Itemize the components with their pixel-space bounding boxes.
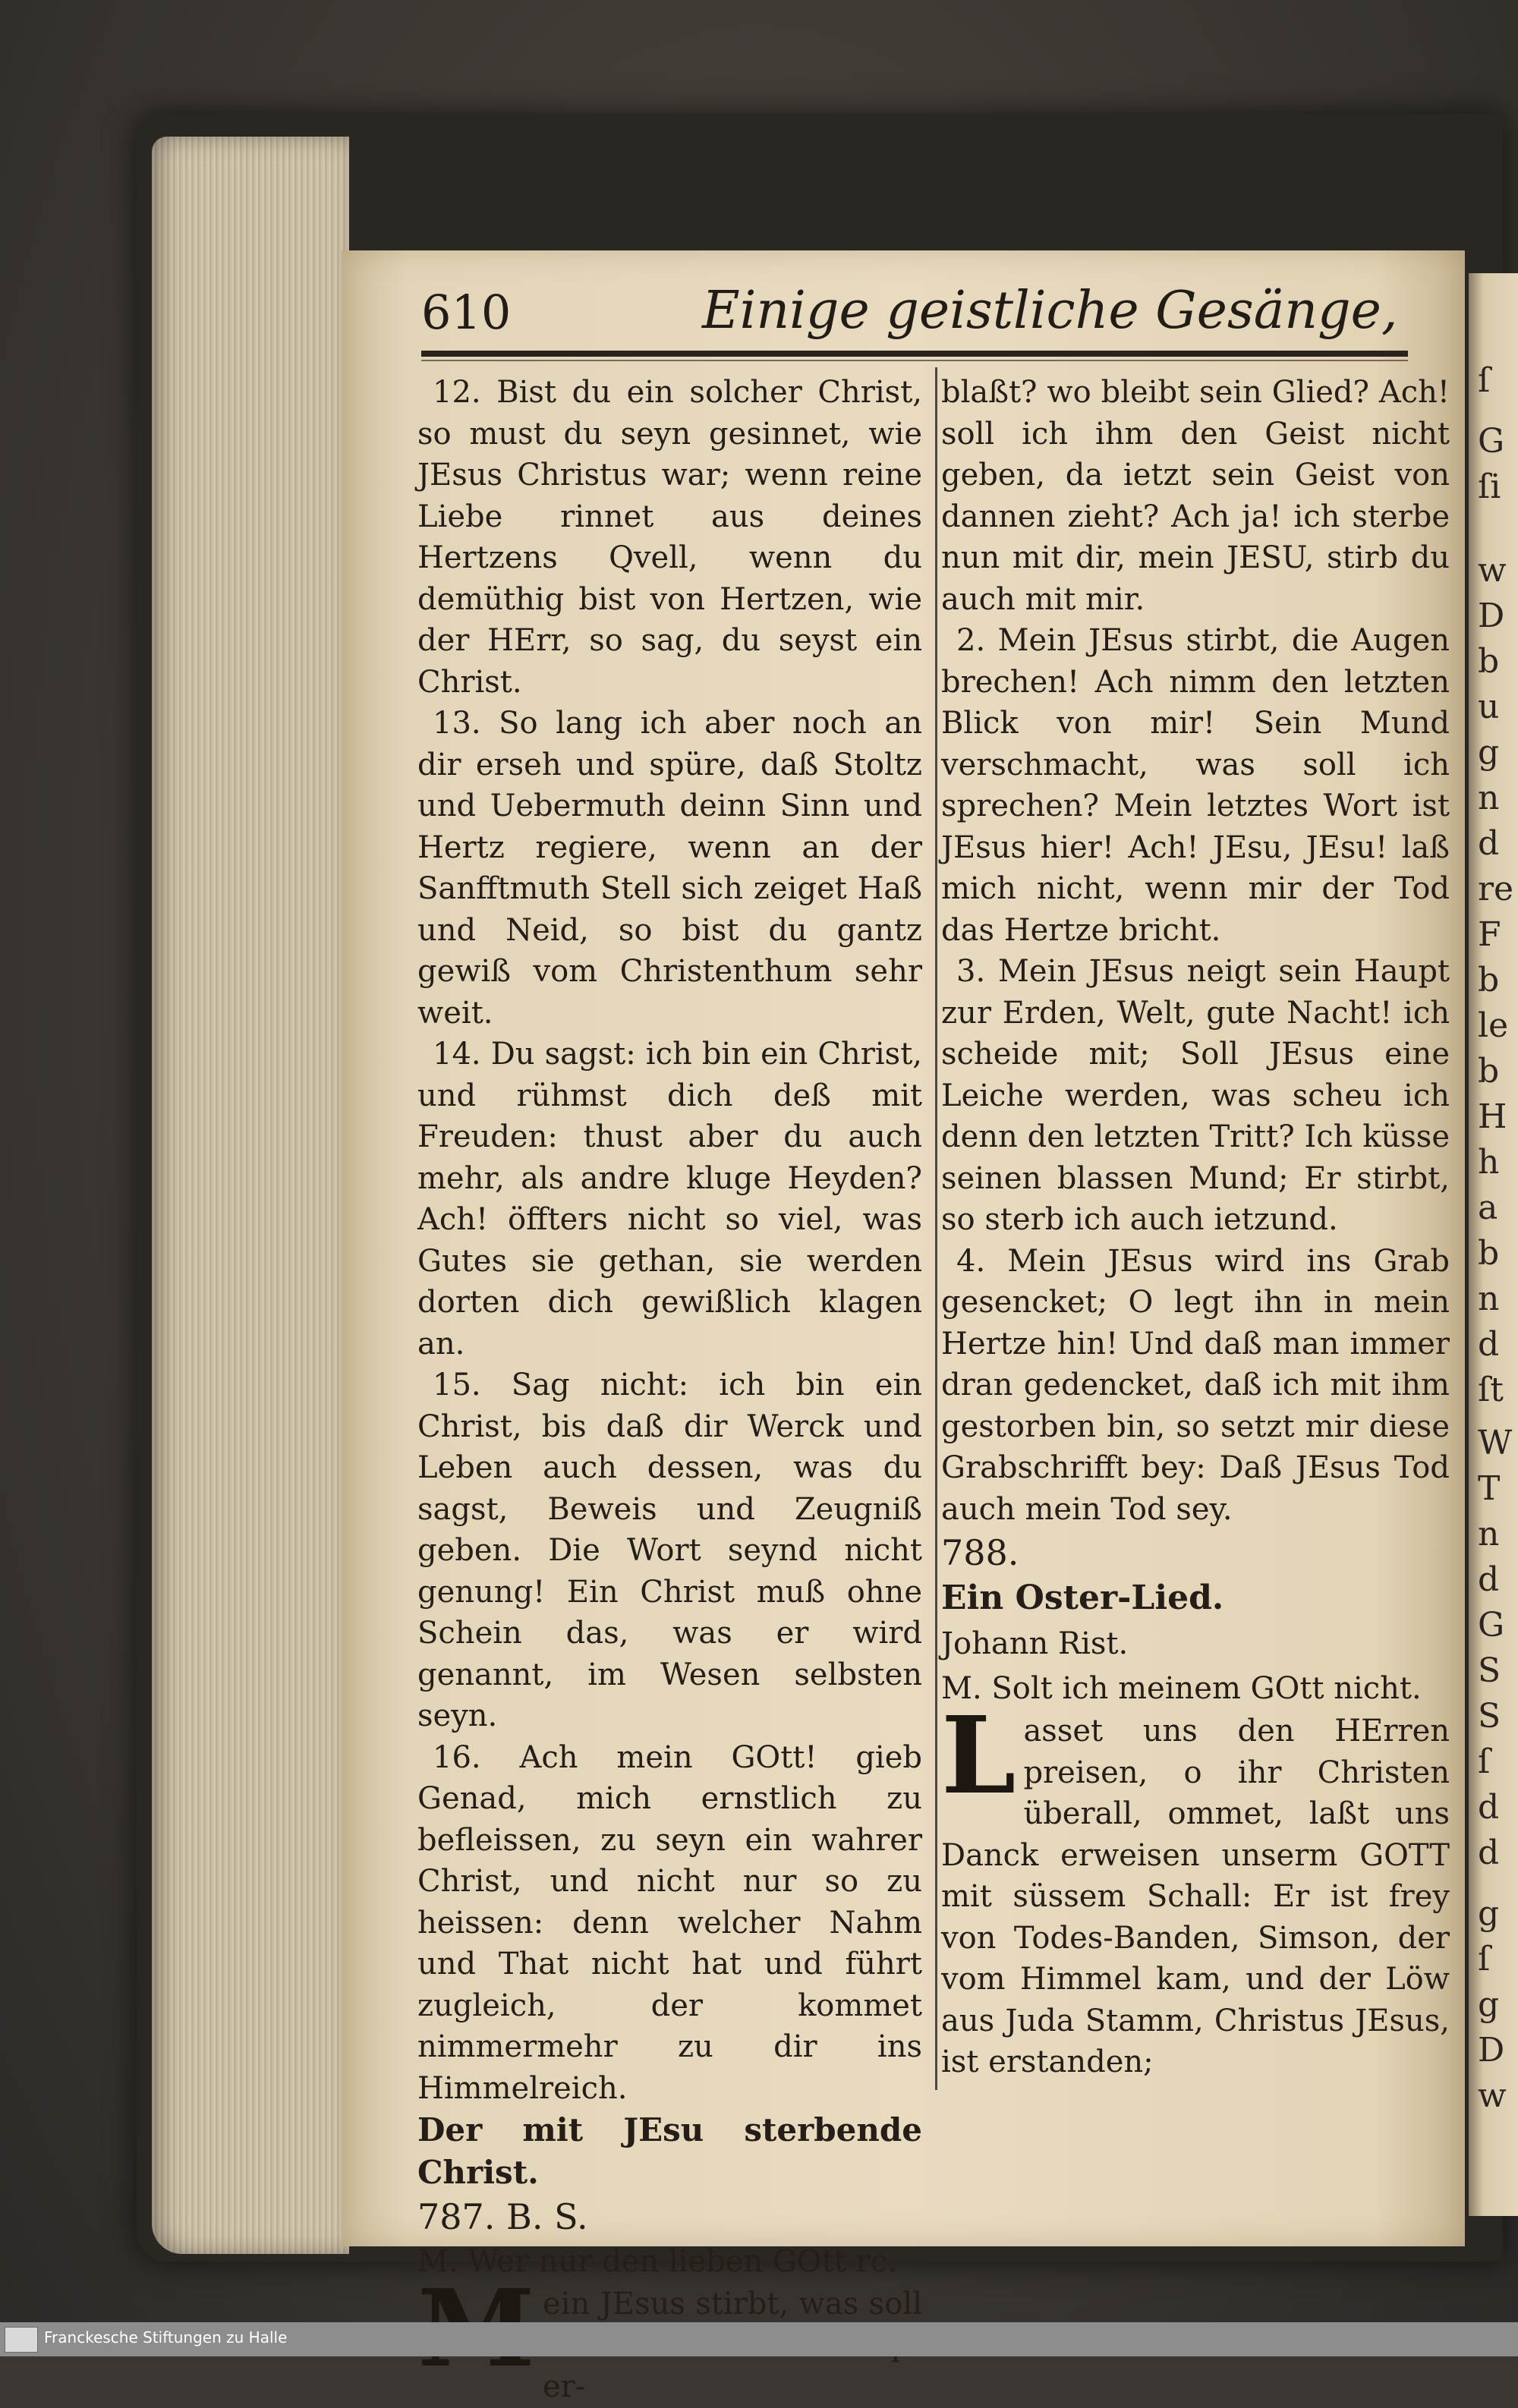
verse-16: 16. Ach mein GOtt! gieb Genad, mich ernstlich zu befleissen, zu seyn ein wahrer Christ, und nicht nur so zu heissen: denn welcher Nahm und That nicht hat und führt zugleich, der kommet nimmermehr zu dir ins Himmelreich. xyxy=(417,1739,922,2106)
facing-page-fragment: G xyxy=(1478,422,1505,461)
page-edges xyxy=(152,137,349,2254)
facing-page-fragment: g xyxy=(1478,1894,1500,1933)
facing-page-fragment: g xyxy=(1478,733,1500,772)
facing-page-fragment: h xyxy=(1478,1143,1500,1182)
running-head: Einige geistliche Gesänge, xyxy=(702,281,1398,341)
facing-page-fragment: b xyxy=(1478,1052,1500,1091)
facing-page-fragment: n xyxy=(1478,1280,1500,1318)
verse-13: 13. So lang ich aber noch an dir erseh und spüre, daß Stoltz und Uebermuth deinn Sinn und Hertz regiere, wenn an der Sanfftmuth Stell sich zeiget Haß und Neid, so bist du gantz gewiß vom Christenthum sehr weit. xyxy=(417,706,922,1031)
facing-page-fragment: b xyxy=(1478,961,1500,999)
left-column xyxy=(417,372,922,2408)
facing-page-fragment: d xyxy=(1478,824,1500,863)
drop-cap: L xyxy=(941,1694,1016,1818)
facing-page-fragment: g xyxy=(1478,1985,1500,2024)
facing-page-fragment: ſt xyxy=(1478,1371,1504,1409)
facing-page-fragment: S xyxy=(1478,1651,1501,1690)
adjacent-page xyxy=(1469,273,1518,2216)
facing-page-fragment: G xyxy=(1478,1606,1505,1645)
facing-page-fragment: a xyxy=(1478,1188,1498,1227)
melody-line: M. Solt ich meinem GOtt nicht. xyxy=(941,1671,1422,1706)
header-rule xyxy=(421,351,1408,357)
facing-page-fragment: F xyxy=(1478,915,1501,954)
facing-page-fragment: d xyxy=(1478,1560,1500,1599)
verse-4: 4. Mein JEsus wird ins Grab gesencket; O legt ihn in mein Hertze hin! Und daß man immer dran gedencket, daß ich mit ihm gestorben bin, so setzt mir diese Grabschrifft bey: Daß JEsus Tod auch mein Tod sey. xyxy=(941,1243,1450,1527)
page-number: 610 xyxy=(421,285,512,340)
verse-3: 3. Mein JEsus neigt sein Haupt zur Erden, Welt, gute Nacht! ich scheide mit; Soll JEsus eine Leiche werden, was scheu ich denn den letzten Tritt? Ich küsse seinen blassen Mund; Er stirbt, so sterb ich auch ietzund. xyxy=(941,954,1450,1237)
hymn-title: Ein Oster-Lied. xyxy=(941,1579,1224,1617)
facing-page-fragment: w xyxy=(1478,2076,1507,2115)
facing-page-fragment: d xyxy=(1478,1788,1500,1827)
verse-text: ein JEsus stirbt, was soll er- xyxy=(542,2287,922,2404)
section-title: Der mit JEsu sterbende Christ. xyxy=(417,2111,922,2191)
facing-page-fragment: d xyxy=(1478,1834,1500,1872)
hymn-author: Johann Rist. xyxy=(941,1626,1129,1661)
hymn-number: 788. xyxy=(941,1532,1019,1573)
verse-1-continued: blaßt? wo bleibt sein Glied? Ach! soll ich ihm den Geist nicht geben, da ietzt sein Geist von dannen zieht? Ach ja! ich sterbe nun mit dir, mein JESU, stirb du auch mit mir. xyxy=(941,375,1450,617)
right-column xyxy=(941,372,1450,2083)
hymn-788-verse-1 xyxy=(941,1694,1450,2083)
verse-12: 12. Bist du ein solcher Christ, so must du seyn gesinnet, wie JEsus Christus war; wenn reine Liebe rinnet aus deines Hertzens Qvell, wenn du demüthig bist von Hertzen, wie der HErr, so sag, du seyst ein Christ. xyxy=(417,375,922,700)
facing-page-fragment: d xyxy=(1478,1325,1500,1364)
verse-2: 2. Mein JEsus stirbt, die Augen brechen! Ach nimm den letzten Blick von mir! Sein Mund verschmacht, was soll ich sprechen? Mein letztes Wort ist JEsus hier! Ach! JEsu, JEsu! laß mich nicht, wenn mir der Tod das Hertze bricht. xyxy=(941,623,1450,948)
verse-text: asset uns den HErren preisen, o ihr Christen überall, ommet, laßt uns Danck erweisen unserm GOTT mit süssem Schall: Er ist frey von Todes-Banden, Simson, der vom Himmel kam, und der Löw aus Juda Stamm, Christus JEsus, ist erstanden; xyxy=(941,1714,1450,2079)
facing-page-fragment: S xyxy=(1478,1697,1501,1736)
facing-page-fragment: b xyxy=(1478,642,1500,681)
facing-page-fragment: ſ xyxy=(1478,1940,1491,1978)
facing-page-fragment: ſi xyxy=(1478,467,1501,506)
facing-page-fragment: le xyxy=(1478,1006,1509,1045)
facing-page-fragment: D xyxy=(1478,596,1505,635)
hymn-number: 787. B. S. xyxy=(417,2196,588,2237)
column-divider xyxy=(935,367,937,2090)
facing-page-fragment: ſ xyxy=(1478,361,1491,400)
verse-14: 14. Du sagst: ich bin ein Christ, und rühmst dich deß mit Freuden: thust aber du auch mehr, als andre kluge Heyden? Ach! öffters nicht so viel, was Gutes sie gethan, sie werden dorten dich gewißlich klagen an. xyxy=(417,1037,922,1361)
facing-page-fragment: W xyxy=(1478,1424,1513,1462)
facing-page-fragment: b xyxy=(1478,1234,1500,1273)
header-rule-thin xyxy=(421,360,1408,361)
facing-page-fragment: re xyxy=(1478,870,1514,908)
facing-page-fragment: T xyxy=(1478,1469,1501,1508)
facing-page-fragment: ſ xyxy=(1478,1742,1491,1781)
facing-page-fragment: u xyxy=(1478,688,1500,726)
facing-page-fragment: n xyxy=(1478,779,1500,817)
facing-page-fragment: D xyxy=(1478,2031,1505,2070)
institution-logo-icon xyxy=(5,2327,38,2353)
verse-15: 15. Sag nicht: ich bin ein Christ, bis daß dir Werck und Leben auch dessen, was du sagst, Beweis und Zeugniß geben. Die Wort seynd nicht genung! Ein Christ muß ohne Schein das, was er wird genannt, im Wesen selbsten seyn. xyxy=(417,1368,922,1733)
melody-line: M. Wer nur den lieben GOtt rc. xyxy=(417,2244,897,2279)
footer-credit: Franckesche Stiftungen zu Halle xyxy=(44,2328,288,2347)
facing-page-fragment: n xyxy=(1478,1515,1500,1553)
facing-page-fragment: H xyxy=(1478,1097,1507,1136)
facing-page-fragment: w xyxy=(1478,551,1507,590)
